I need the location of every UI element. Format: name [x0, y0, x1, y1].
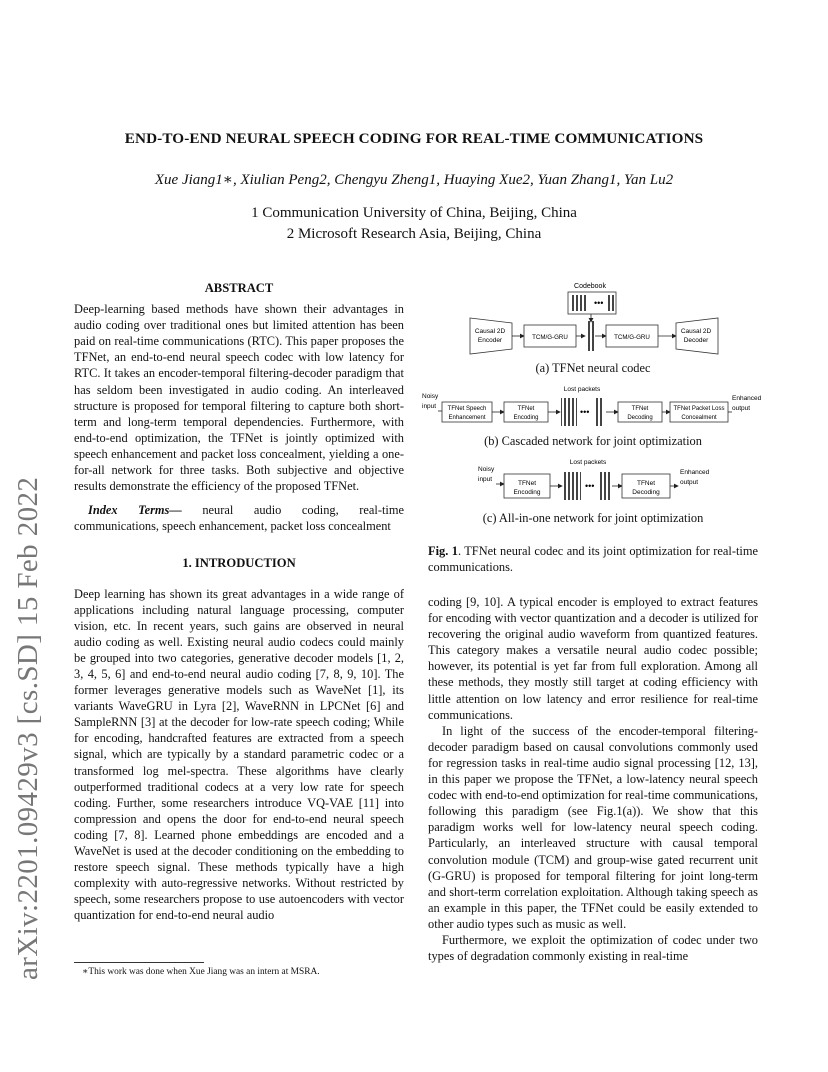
c-enc-label-1: TFNet [517, 480, 537, 487]
abstract-text: Deep-learning based methods have shown their advantages in audio coding over traditional ones but limited attention has been paid on real-time communications (RTC). This paper proposes the TFNet, an end-to-end neural speech codec with low latency for RTC. It takes an encoder-temporal filtering-decoder paradigm that has seldom been investigated in audio coding. An interleaved structure is proposed for temporal filtering to capture both short-term and long-term temporal dependencies. Furthermore, with end-to-end optimization, the TFNet is jointly optimized with speech enhancement and packet loss concealment, yielding a one-for-all network for three tasks. Both subjective and objective results demonstrate the efficiency of the proposed TFNet. [74, 302, 404, 494]
figure-1a-caption: (a) TFNet neural codec [535, 361, 651, 375]
c-out-label-2: output [680, 479, 699, 486]
figure-1-caption-text: . TFNet neural codec and its joint optimization for real-time communications. [428, 544, 758, 575]
c-enc-label-2: Encoding [513, 489, 541, 496]
a-decoder-label-1: Causal 2D [680, 328, 712, 335]
abstract-heading: ABSTRACT [204, 281, 274, 295]
figure-1-diagram [420, 276, 770, 528]
footnote: ∗This work was done when Xue Jiang was an intern at MSRA. [82, 967, 320, 977]
b-plc-label-2: Concealment [681, 415, 717, 421]
b-noisy-label-2: input [422, 403, 437, 410]
a-codebook-label: Codebook [574, 283, 606, 290]
right-column [428, 594, 758, 964]
b-se-label-1: TFNet Speech [447, 406, 487, 412]
intro-left-text: Deep learning has shown its great advantages in a wide range of applications including natural language processing, computer vision, etc. In recent years, such gains are observed in neural audio coding as well. Existing neural audio codecs could mainly be grouped into two categories, generative decoder models [1, 2, 3, 4, 5, 6] and end-to-end neural audio coding [7, 8, 9, 10]. The former leverages generative models such as WaveNet [1], its variants WaveGRU in Lyra [2], WaveRNN in LPCNet [6] and SampleRNN [3] at the decoder for low-rate speech coding; While for encoding, handcrafted features are extracted from a speech signal, which are typically by a standard parametric codec or a transformed log mel-spectra. These algorithms have clearly outperformed traditional codecs at a very low rate for speech coding. Further, some researchers introduce VQ-VAE [11] into compression and opens the door for end-to-end neural speech coding [7, 8]. Learned phone embeddings are encoded and a WaveNet is used at the decoder conditioning on the embedding to restore speech signal. These methods typically have a high complexity with auto-regressive networks. Without restricted by speech, some researchers propose to use autoencoders with vector quantization for end-to-end neural audio [74, 586, 404, 923]
b-lost-label: Lost packets [563, 386, 601, 393]
b-out-label-2: output [732, 405, 751, 412]
figure-1b-caption: (b) Cascaded network for joint optimization [484, 434, 702, 448]
intro-right-para-3: Furthermore, we exploit the optimization of codec under two types of degradation commonly existing in real-time [428, 932, 758, 964]
a-encoder-label-2: Encoder [477, 337, 503, 344]
intro-heading: 1. INTRODUCTION [182, 556, 296, 571]
index-terms [74, 502, 404, 534]
b-enc-label-2: Encoding [513, 415, 539, 421]
c-dec-label-2: Decoding [632, 489, 660, 496]
b-dec-label-1: TFNet [631, 406, 649, 412]
c-packets-left [563, 472, 581, 500]
a-decoder-shape [676, 318, 718, 354]
a-decoder-label-2: Decoder [683, 337, 709, 344]
c-dec-label-1: TFNet [636, 480, 656, 487]
c-noisy-label-2: input [478, 476, 493, 483]
c-packets-right [600, 472, 610, 500]
b-packets-left [561, 398, 577, 426]
affiliation-1: 1 Communication University of China, Beijing, China [251, 205, 577, 221]
arxiv-identifier: arXiv:2201.09429v3 [cs.SD] 15 Feb 2022 [12, 476, 44, 980]
paper-title: END-TO-END NEURAL SPEECH CODING FOR REAL-TIME COMMUNICATIONS [124, 130, 704, 147]
b-enc-label-1: TFNet [517, 406, 535, 412]
a-codebook-bars-right [608, 295, 614, 311]
figure-1-caption [428, 543, 758, 575]
index-terms-text: neural audio coding, real-time communications, speech enhancement, packet loss concealment [74, 503, 404, 534]
a-quant-bars [586, 321, 594, 351]
c-lost-label: Lost packets [569, 459, 607, 466]
b-packets-right [594, 398, 604, 426]
b-dec-label-2: Decoding [627, 415, 653, 421]
author-list: Xue Jiang1∗, Xiulian Peng2, Chengyu Zheng1, Huaying Xue2, Yuan Zhang1, Yan Lu2 [154, 172, 674, 188]
b-plc-label-1: TFNet Packet Loss [673, 406, 725, 412]
a-codebook-ellipsis: ••• [594, 298, 604, 308]
b-se-label-2: Enhancement [448, 415, 486, 421]
a-tcm1-label: TCM/G-GRU [532, 334, 568, 341]
b-out-label-1: Enhanced [732, 395, 762, 402]
index-terms-label: Index Terms— [88, 503, 182, 518]
c-packets-ellipsis: ••• [585, 481, 595, 491]
left-column [74, 280, 404, 923]
intro-right-para-2: In light of the success of the encoder-temporal filtering-decoder paradigm based on causal convolutions commonly used for regression tasks in real-time audio signal processing [12, 13], in this paper we propose the TFNet, a low-latency neural speech codec with end-to-end optimization for real-time communications, following this paradigm (see Fig.1(a)). We show that this paradigm works well for low-latency neural speech coding. Particularly, an interleaved structure with causal temporal convolution module (TCM) and group-wise gated recurrent unit (G-GRU) is proposed for temporal filtering for joint long-term and short-term correlation exploitation. Although taking speech as an example in this paper, the TFNet could be easily extended to other audio types such as music as well. [428, 723, 758, 931]
b-packets-ellipsis: ••• [580, 407, 590, 417]
b-noisy-label-1: Noisy [422, 393, 439, 400]
a-encoder-shape [470, 318, 512, 354]
footnote-rule [74, 962, 204, 963]
a-tcm2-label: TCM/G-GRU [614, 334, 650, 341]
c-noisy-label-1: Noisy [478, 466, 495, 473]
a-encoder-label-1: Causal 2D [474, 328, 506, 335]
intro-right-para-1: coding [9, 10]. A typical encoder is employed to extract features for encoding with vector quantization and a decoder is utilized for recovering the original audio waveform from quantized features. This category makes a versatile neural audio codec possible; however, its potential is yet far from full exploration. Among all these methods, they mostly still target at coding efficiency with little attention on low latency and error resilience for real-time communications. [428, 595, 758, 722]
affiliation-2: 2 Microsoft Research Asia, Beijing, China [286, 226, 542, 242]
a-codebook-bars-left [572, 295, 586, 311]
figure-1c-caption: (c) All-in-one network for joint optimization [482, 511, 704, 525]
c-out-label-1: Enhanced [680, 469, 710, 476]
figure-1-caption-label: Fig. 1 [428, 544, 458, 558]
